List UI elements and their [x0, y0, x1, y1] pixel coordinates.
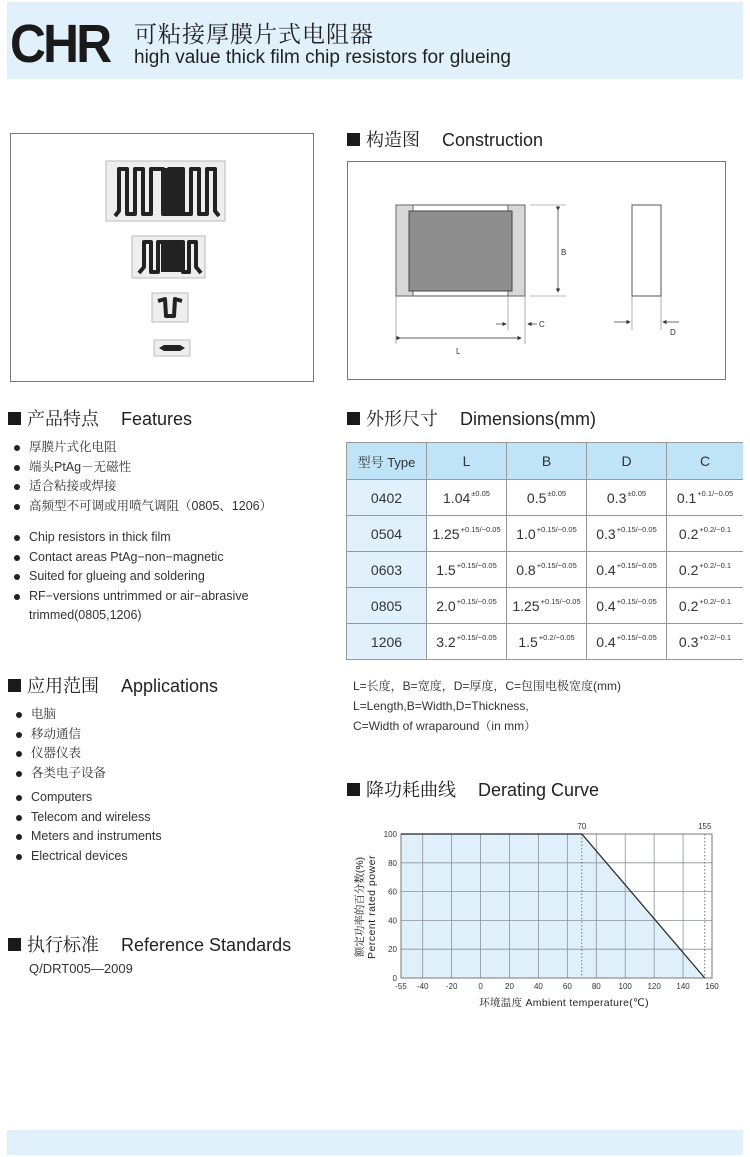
application-item: Meters and instruments — [14, 827, 162, 847]
square-bullet-icon — [347, 133, 360, 146]
table-header-row — [347, 443, 744, 480]
y-tick-label: 40 — [388, 916, 397, 926]
resistive-layer — [409, 211, 512, 291]
dimensions-title: 外形尺寸 Dimensions(mm) — [347, 408, 596, 430]
construction-title: 构造图 Construction — [347, 129, 543, 151]
dimensions-table — [346, 442, 743, 660]
applications-list-cn — [14, 705, 106, 783]
value-cell: $0.5^{\pm 0.05}$ — [507, 480, 587, 516]
col-header-l: L — [427, 443, 507, 480]
application-item: 仪器仪表 — [14, 744, 106, 764]
value-cell: $0.1^{+0.1/-0.05}$ — [667, 480, 744, 516]
application-item: Computers — [14, 788, 162, 808]
value-cell: $0.2^{+0.2/-0.1}$ — [667, 516, 744, 552]
value-cell: $0.3^{\pm 0.05}$ — [587, 480, 667, 516]
chip-large — [106, 161, 225, 221]
table-row — [347, 588, 744, 624]
value-cell: $1.0^{+0.15/-0.05}$ — [507, 516, 587, 552]
type-cell: 1206 — [347, 624, 427, 660]
dimension-notes — [353, 676, 621, 736]
construction-diagram — [347, 161, 726, 380]
chip-tiny — [154, 340, 190, 356]
y-axis-label-en: Percent rated power — [366, 854, 378, 960]
value-cell: $3.2^{+0.15/-0.05}$ — [427, 624, 507, 660]
feature-item: 端头PtAg－无磁性 — [12, 458, 272, 478]
feature-item: 适合粘接或焊接 — [12, 477, 272, 497]
x-tick-label: 120 — [647, 982, 661, 991]
y-tick-label: 60 — [388, 887, 397, 897]
x-axis-label: 环境温度 Ambient temperature(℃) — [479, 997, 649, 1009]
value-cell: $1.5^{+0.15/-0.05}$ — [427, 552, 507, 588]
construction-drawing — [348, 162, 725, 379]
y-tick-label: 80 — [388, 858, 397, 868]
y-axis-label-cn: 额定功率的百分数(%) — [354, 856, 366, 958]
x-tick-label: 140 — [676, 982, 690, 991]
standards-title: 执行标准 Reference Standards — [8, 934, 291, 956]
note-line: L=Length,B=Width,D=Thickness, — [353, 699, 529, 713]
application-item: 移动通信 — [14, 725, 106, 745]
value-cell: $1.5^{+0.2/-0.05}$ — [507, 624, 587, 660]
x-tick-label: 80 — [591, 982, 601, 991]
col-header-d: D — [587, 443, 667, 480]
application-item: Telecom and wireless — [14, 808, 162, 828]
chip-small — [152, 293, 188, 322]
x-tick-label: 160 — [705, 982, 719, 991]
col-header-type: 型号 Type — [347, 443, 427, 480]
derating-title: 降功耗曲线 Derating Curve — [347, 779, 599, 801]
page-title-en: high value thick film chip resistors for glueing — [134, 47, 512, 68]
features-list-cn — [12, 438, 272, 516]
chip-medium — [132, 236, 205, 278]
x-tick-labels — [395, 982, 719, 991]
product-photo — [10, 133, 314, 382]
type-cell: 0805 — [347, 588, 427, 624]
features-list-en — [12, 528, 249, 626]
feature-item: 厚膜片式化电阻 — [12, 438, 272, 458]
feature-item: Chip resistors in thick film — [12, 528, 249, 548]
standards-value: Q/DRT005—2009 — [29, 961, 133, 976]
square-bullet-icon — [347, 412, 360, 425]
x-tick-label: -55 — [395, 982, 407, 991]
feature-item: RF−versions untrimmed or air−abrasive — [12, 587, 249, 607]
value-cell: $1.04^{\pm 0.05}$ — [427, 480, 507, 516]
square-bullet-icon — [347, 783, 360, 796]
value-cell: $0.3^{+0.2/-0.1}$ — [667, 624, 744, 660]
feature-item: Suited for glueing and soldering — [12, 567, 249, 587]
x-tick-label: 0 — [478, 982, 483, 991]
dim-label-b: B — [561, 248, 567, 257]
table-row — [347, 516, 744, 552]
table-row — [347, 480, 744, 516]
table-row — [347, 552, 744, 588]
y-tick-labels — [384, 830, 398, 983]
type-cell: 0603 — [347, 552, 427, 588]
page-title-cn: 可粘接厚膜片式电阻器 — [134, 21, 374, 47]
note-line: C=Width of wraparound（in mm） — [353, 719, 537, 733]
type-cell: 0402 — [347, 480, 427, 516]
x-tick-label: 40 — [533, 982, 543, 991]
applications-title: 应用范围 Applications — [8, 675, 218, 697]
annotation-label: 155 — [698, 822, 712, 831]
value-cell: $0.4^{+0.15/-0.05}$ — [587, 552, 667, 588]
type-cell: 0504 — [347, 516, 427, 552]
resistor-chips-image — [11, 134, 313, 381]
feature-item: Contact areas PtAg−non−magnetic — [12, 548, 249, 568]
footer-banner — [7, 1130, 743, 1155]
value-cell: $0.4^{+0.15/-0.05}$ — [587, 588, 667, 624]
x-tick-label: -20 — [445, 982, 458, 991]
application-item: 电脑 — [14, 705, 106, 725]
square-bullet-icon — [8, 412, 21, 425]
applications-list-en — [14, 788, 162, 866]
x-tick-label: 100 — [618, 982, 632, 991]
x-tick-label: 20 — [505, 982, 514, 991]
value-cell: $0.8^{+0.15/-0.05}$ — [507, 552, 587, 588]
side-view — [632, 205, 661, 296]
value-cell: $0.3^{+0.15/-0.05}$ — [587, 516, 667, 552]
value-cell: $0.4^{+0.15/-0.05}$ — [587, 624, 667, 660]
product-logo: CHR — [10, 14, 110, 74]
col-header-b: B — [507, 443, 587, 480]
note-line: L=长度，B=宽度，D=厚度，C=包围电极宽度(mm) — [353, 679, 622, 693]
chart-annotations — [577, 822, 712, 831]
square-bullet-icon — [8, 938, 21, 951]
col-header-c: C — [667, 443, 744, 480]
square-bullet-icon — [8, 679, 21, 692]
application-item: Electrical devices — [14, 847, 162, 867]
value-cell: $0.2^{+0.2/-0.1}$ — [667, 588, 744, 624]
y-tick-label: 20 — [388, 945, 397, 955]
feature-item: 高频型不可调或用喷气调阻（0805、1206） — [12, 497, 272, 517]
value-cell: $2.0^{+0.15/-0.05}$ — [427, 588, 507, 624]
x-tick-label: 60 — [562, 982, 572, 991]
value-cell: $0.2^{+0.2/-0.1}$ — [667, 552, 744, 588]
application-item: 各类电子设备 — [14, 764, 106, 784]
y-tick-label: 0 — [392, 974, 397, 983]
y-tick-label: 100 — [383, 830, 397, 839]
derating-area — [401, 834, 705, 978]
value-cell: $1.25^{+0.15/-0.05}$ — [507, 588, 587, 624]
feature-item-continued: trimmed(0805,1206) — [29, 608, 142, 622]
features-title: 产品特点 Features — [8, 408, 192, 430]
value-cell: $1.25^{+0.15/-0.05}$ — [427, 516, 507, 552]
dim-label-c: C — [539, 320, 545, 329]
dim-label-l: L — [456, 347, 461, 356]
table-row — [347, 624, 744, 660]
annotation-label: 70 — [577, 822, 587, 831]
derating-chart — [340, 815, 740, 1015]
dim-label-d: D — [670, 328, 676, 337]
x-tick-label: -40 — [416, 982, 429, 991]
